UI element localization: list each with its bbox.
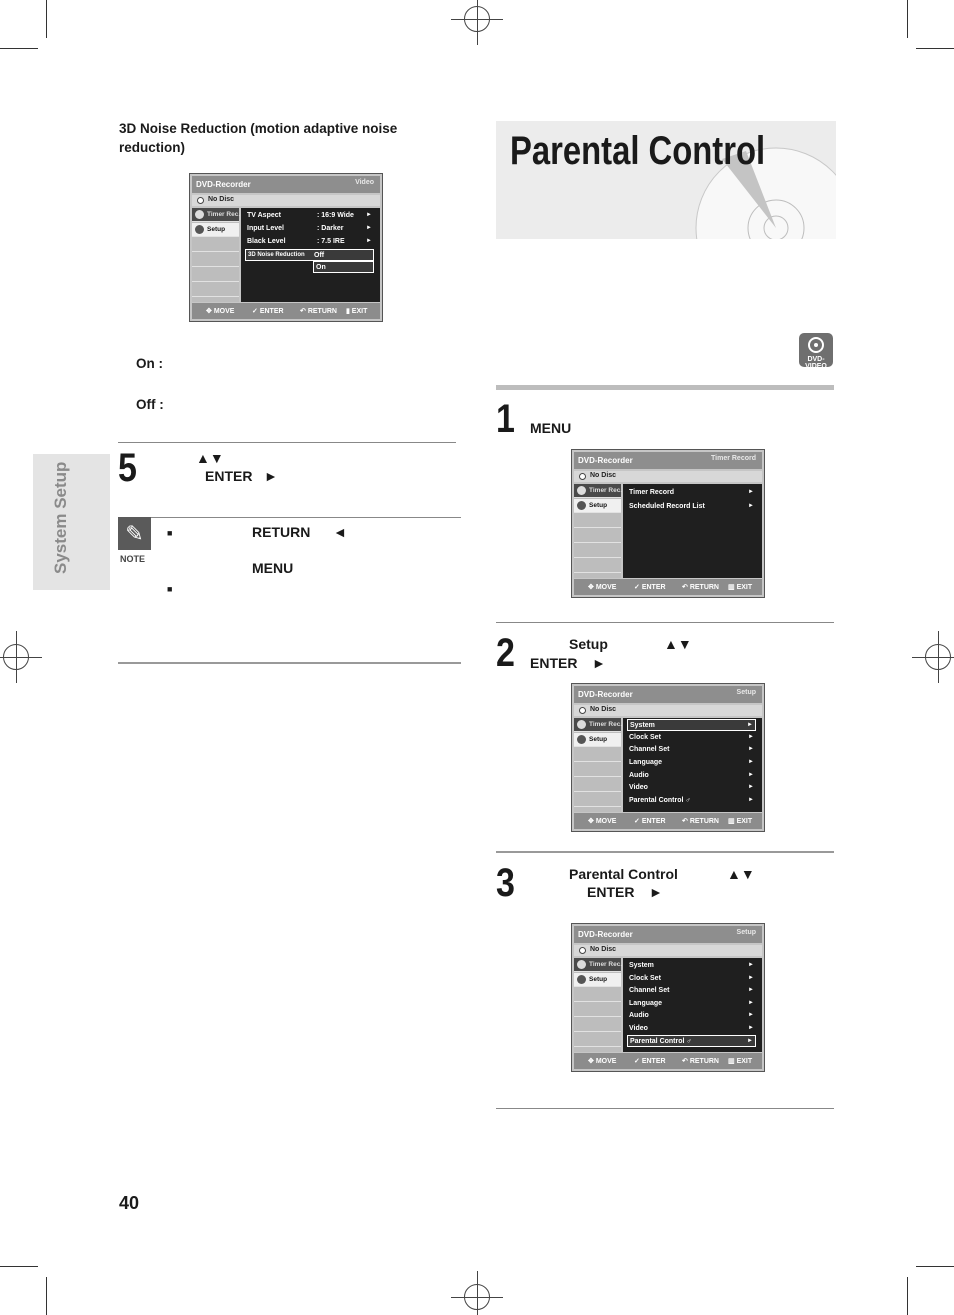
return-key: RETURN bbox=[252, 524, 311, 540]
left-arrow-icon: ◄ bbox=[333, 524, 347, 540]
registration-mark bbox=[464, 1284, 490, 1310]
setup-label: Setup bbox=[569, 636, 608, 652]
step-number: 2 bbox=[496, 631, 515, 675]
parental-control-label: Parental Control bbox=[569, 866, 678, 882]
enter-key: ENTER bbox=[205, 468, 253, 484]
step-number: 5 bbox=[118, 446, 137, 490]
off-label: Off : bbox=[136, 397, 164, 412]
step-number: 3 bbox=[496, 861, 515, 905]
right-arrow-icon: ► bbox=[592, 655, 606, 671]
divider bbox=[496, 385, 834, 390]
enter-key: ENTER bbox=[587, 884, 635, 900]
crop-mark bbox=[916, 1266, 954, 1267]
crop-mark bbox=[46, 1277, 47, 1315]
bullet: ■ bbox=[167, 584, 173, 594]
registration-mark bbox=[925, 644, 951, 670]
up-down-arrows: ▲▼ bbox=[196, 450, 224, 466]
step-number: 1 bbox=[496, 397, 515, 441]
divider bbox=[496, 622, 834, 623]
divider bbox=[496, 1108, 834, 1109]
crop-mark bbox=[46, 0, 47, 38]
divider bbox=[118, 517, 461, 518]
osd-video-screen: DVD-Recorder Video No Disc Timer Rec. Setup TV Aspect : 16:9 Wide ► Input Level : Darker ► Black Level : 7.5 IRE ► 3D Noise Reduction Off On ✥ MOVE ✓ ENTER ↶ RETURN ▮ EXIT bbox=[189, 173, 383, 322]
page-number: 40 bbox=[119, 1193, 140, 1213]
crop-mark bbox=[907, 0, 908, 38]
pencil-icon: ✎ bbox=[118, 517, 151, 550]
right-arrow-icon: ► bbox=[264, 468, 278, 484]
right-arrow-icon: ► bbox=[649, 884, 663, 900]
osd-setup-screen: DVD-Recorder Setup No Disc Timer Rec. Setup System ► Clock Set ► Channel Set ► Language ► Audio ► Video ► Parental Control ♂ ► ✥ MOVE ✓ ENTER ↶ RETURN ▥ EXIT bbox=[571, 683, 765, 832]
divider bbox=[496, 851, 834, 853]
crop-mark bbox=[907, 1277, 908, 1315]
up-down-arrows: ▲▼ bbox=[664, 636, 692, 652]
registration-mark bbox=[3, 644, 29, 670]
crop-mark bbox=[0, 1266, 38, 1267]
section-label: System Setup bbox=[51, 461, 70, 574]
enter-key: ENTER bbox=[530, 655, 578, 671]
crop-mark bbox=[0, 48, 38, 49]
noise-reduction-heading: 3D Noise Reduction (motion adaptive noise reduction) bbox=[119, 121, 398, 155]
section-side-tab bbox=[33, 454, 110, 590]
crop-mark bbox=[916, 48, 954, 49]
note-label: NOTE bbox=[120, 554, 146, 564]
registration-mark bbox=[464, 6, 490, 32]
osd-parental-screen: DVD-Recorder Setup No Disc Timer Rec. Setup System ► Clock Set ► Channel Set ► Language ► Audio ► Video ► Parental Control ♂ ► ✥ MOVE ✓ ENTER ↶ RETURN ▥ EXIT bbox=[571, 923, 765, 1072]
on-label: On : bbox=[136, 356, 163, 371]
dvd-video-badge-icon: DVD-VIDEO bbox=[799, 333, 833, 367]
menu-key: MENU bbox=[530, 420, 572, 436]
divider bbox=[118, 442, 456, 443]
title-banner bbox=[496, 121, 836, 239]
menu-key: MENU bbox=[252, 560, 294, 576]
up-down-arrows: ▲▼ bbox=[727, 866, 755, 882]
divider bbox=[118, 662, 461, 664]
osd-timer-record-screen: DVD-Recorder Timer Record No Disc Timer Rec. Setup Timer Record ► Scheduled Record List ► ✥ MOVE ✓ ENTER ↶ RETURN ▥ EXIT bbox=[571, 449, 765, 598]
bullet: ■ bbox=[167, 528, 173, 538]
page-title: Parental Control bbox=[510, 129, 766, 173]
